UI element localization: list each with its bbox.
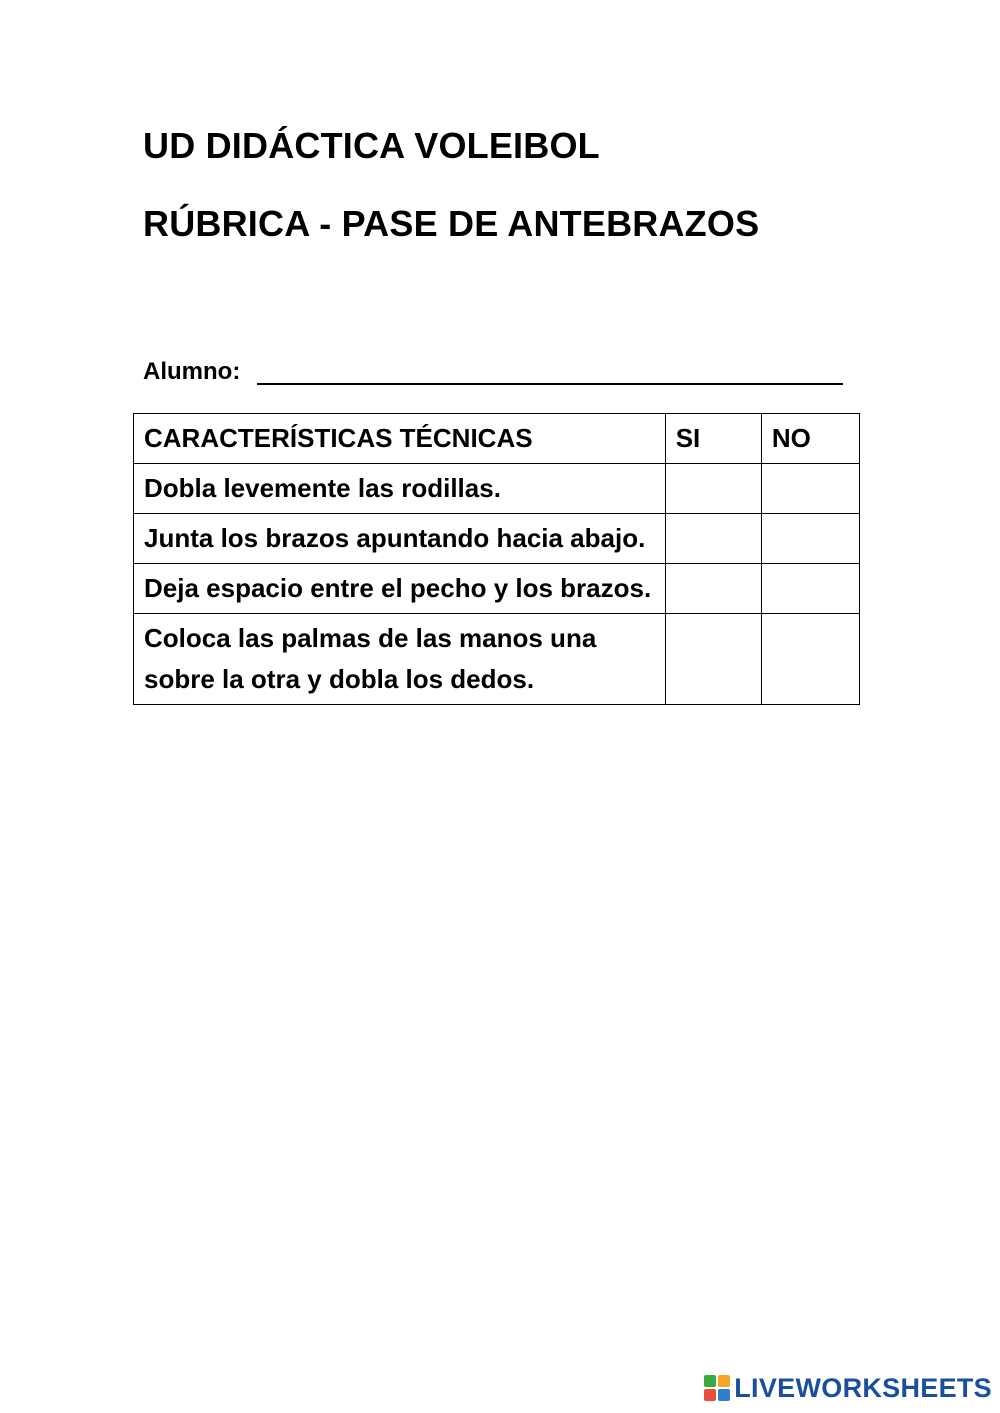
header-no: NO [761,414,859,464]
student-label: Alumno: [143,358,241,385]
criterion-cell: Dobla levemente las rodillas. [134,464,666,514]
no-cell[interactable] [761,564,859,614]
criterion-cell: Junta los brazos apuntando hacia abajo. [134,514,666,564]
student-name-row [143,356,843,390]
no-cell[interactable] [761,464,859,514]
si-cell[interactable] [665,614,761,705]
rubric-table [133,413,860,705]
criterion-cell: Coloca las palmas de las manos una sobre la otra y dobla los dedos. [134,614,666,705]
liveworksheets-logo-icon [704,1375,730,1401]
table-row [134,564,860,614]
table-row [134,464,860,514]
brand-name: LIVEWORKSHEETS [734,1372,992,1403]
page-title: UD DIDÁCTICA VOLEIBOL [143,125,600,166]
logo-square-icon [718,1389,730,1401]
no-cell[interactable] [761,514,859,564]
logo-square-icon [704,1375,716,1387]
header-criteria: CARACTERÍSTICAS TÉCNICAS [134,414,666,464]
page-subtitle: RÚBRICA - PASE DE ANTEBRAZOS [143,203,760,244]
logo-square-icon [704,1389,716,1401]
table-row [134,514,860,564]
si-cell[interactable] [665,514,761,564]
no-cell[interactable] [761,614,859,705]
student-name-blank[interactable] [257,383,843,385]
header-si: SI [665,414,761,464]
table-row [134,614,860,705]
liveworksheets-logo [704,1373,992,1403]
table-header-row [134,414,860,464]
logo-square-icon [718,1375,730,1387]
si-cell[interactable] [665,564,761,614]
si-cell[interactable] [665,464,761,514]
criterion-cell: Deja espacio entre el pecho y los brazos. [134,564,666,614]
